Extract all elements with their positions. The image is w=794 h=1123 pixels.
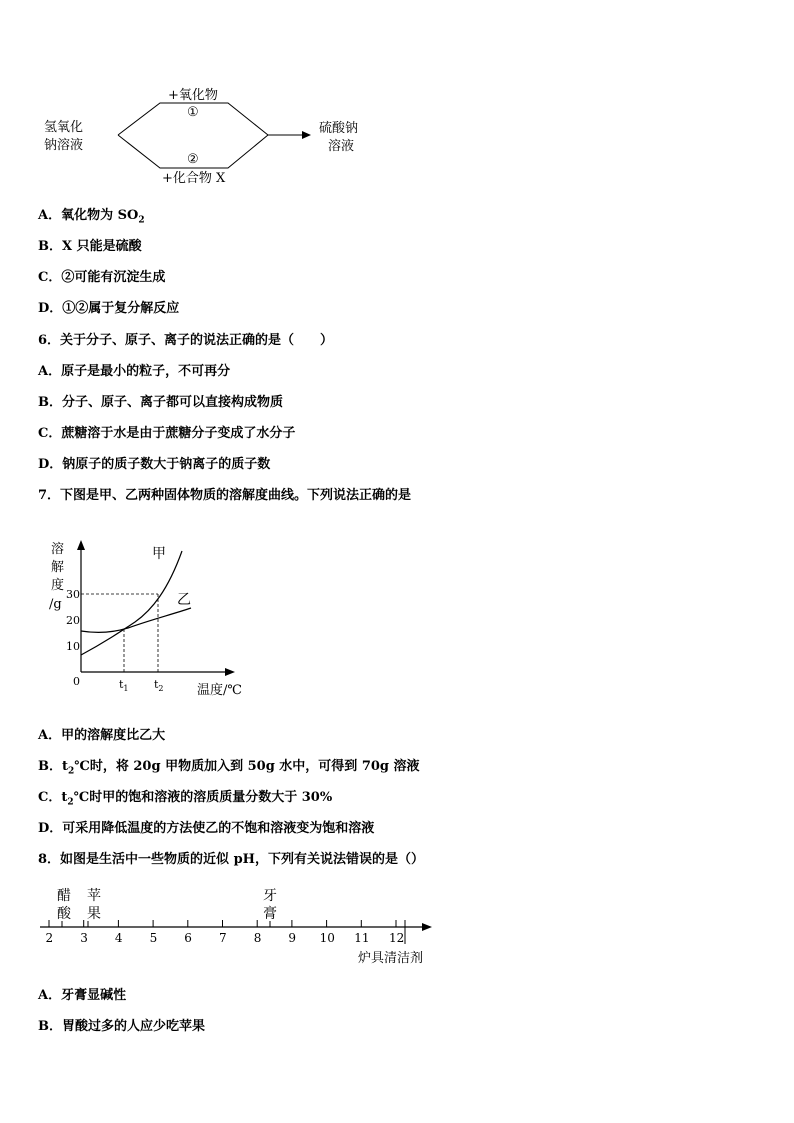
ph-bottom-label: 炉具清洁剂	[358, 951, 424, 966]
ph-scale-diagram	[0, 880, 450, 970]
ph-tick-label: 3	[80, 931, 88, 945]
diagram-end-line2: 溶液	[328, 139, 355, 154]
curve-jia	[81, 551, 182, 655]
ph-tick-label: 8	[253, 931, 262, 945]
y-axis-label-char: 解	[51, 560, 65, 575]
ph-label-toothpaste-1: 牙	[263, 888, 277, 904]
q5-option-b: B．X 只能是硫酸	[38, 239, 142, 254]
ph-axis-arrowhead	[422, 923, 432, 931]
ph-tick-label: 2	[45, 931, 54, 945]
ph-label-apple-1: 苹	[87, 888, 101, 904]
y-tick-label: 10	[66, 640, 80, 653]
x-tick-label-t1: $t_1$	[119, 678, 129, 693]
q6-stem: 6．关于分子、原子、离子的说法正确的是（ ）	[38, 333, 334, 348]
q8-option-a: A．牙膏显碱性	[38, 988, 127, 1003]
y-tick-label: 20	[66, 614, 80, 627]
y-axis-label-char: /g	[49, 597, 62, 612]
q8-option-b: B．胃酸过多的人应少吃苹果	[38, 1019, 205, 1034]
diagram-start-line1: 氢氧化	[44, 120, 84, 135]
x-tick-label-t2: $t_2$	[154, 678, 164, 693]
ph-label-toothpaste-2: 膏	[263, 906, 277, 922]
diagram-top-label: +氧化物	[168, 88, 218, 103]
ph-tick-label: 7	[219, 931, 227, 945]
ph-tick-label: 12	[389, 931, 405, 945]
reaction-diagram	[0, 80, 420, 190]
x-axis-arrowhead	[225, 668, 235, 676]
q6-option-d: D．钠原子的质子数大于钠离子的质子数	[38, 457, 271, 472]
q7-option-b: B．$t_2℃$时，将 20g 甲物质加入到 50g 水中，可得到 70g 溶液	[38, 759, 420, 777]
q6-option-a: A．原子是最小的粒子，不可再分	[38, 364, 231, 379]
q5-option-a: A．氧化物为 $SO_2$	[38, 208, 145, 226]
q5-option-c: C．②可能有沉淀生成	[38, 270, 166, 285]
diagram-end-line1: 硫酸钠	[319, 121, 359, 136]
y-tick-label: 30	[66, 588, 80, 601]
q6-option-b: B．分子、原子、离子都可以直接构成物质	[38, 395, 283, 410]
ph-tick-label: 9	[288, 931, 297, 945]
diagram-start-line2: 钠溶液	[44, 138, 84, 153]
diagram-bottom-label: +化合物 X	[162, 171, 226, 186]
ph-label-vinegar-2: 酸	[57, 906, 71, 922]
ph-tick-label: 10	[319, 931, 335, 945]
x-axis-label: 温度/℃	[197, 683, 242, 698]
q5-option-d: D．①②属于复分解反应	[38, 301, 180, 316]
q7-option-a: A．甲的溶解度比乙大	[38, 728, 166, 743]
diagram-bottom-num: ②	[187, 152, 199, 167]
origin-label: 0	[73, 675, 80, 688]
q7-stem: 7．下图是甲、乙两种固体物质的溶解度曲线。下列说法正确的是	[38, 488, 412, 503]
diagram-top-num: ①	[187, 105, 199, 120]
ph-tick-label: 5	[149, 931, 158, 945]
q6-option-c: C．蔗糖溶于水是由于蔗糖分子变成了水分子	[38, 426, 296, 441]
curve-yi	[81, 608, 191, 632]
y-axis-label-char: 溶	[51, 542, 65, 557]
y-axis-label-char: 度	[51, 578, 65, 593]
ph-label-apple-2: 果	[87, 906, 101, 922]
ph-label-vinegar-1: 醋	[57, 888, 71, 904]
ph-tick-label: 11	[354, 931, 370, 945]
q7-option-d: D．可采用降低温度的方法使乙的不饱和溶液变为饱和溶液	[38, 821, 375, 836]
ph-tick-label: 6	[184, 931, 192, 945]
diagram-arrowhead	[302, 131, 311, 139]
solubility-chart	[0, 535, 260, 705]
q8-stem: 8．如图是生活中一些物质的近似 pH，下列有关说法错误的是（）	[38, 852, 424, 867]
ph-tick-label: 4	[114, 931, 123, 945]
y-axis-arrowhead	[77, 540, 85, 550]
series-label-jia: 甲	[152, 546, 166, 562]
series-label-yi: 乙	[177, 592, 191, 608]
q7-option-c: C．$t_2℃$时甲的饱和溶液的溶质质量分数大于 30%	[38, 790, 333, 808]
